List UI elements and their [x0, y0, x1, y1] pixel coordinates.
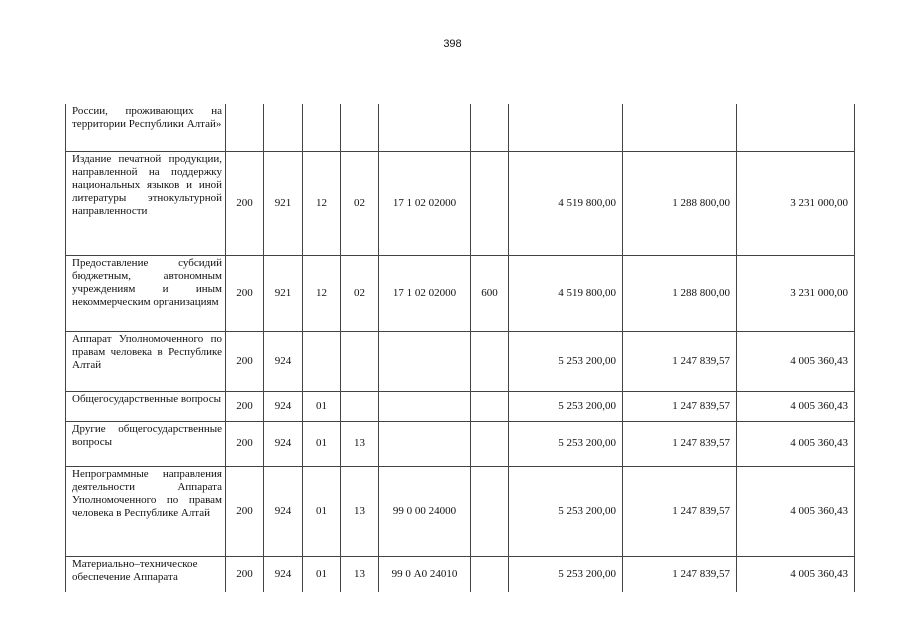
cell-code-5: [379, 331, 471, 391]
cell-amount-2: 1 247 839,57: [623, 466, 737, 556]
table-row: [66, 466, 855, 556]
cell-code-2: 924: [264, 391, 303, 421]
cell-code-6: 600: [471, 255, 509, 331]
cell-code-6: [471, 104, 509, 151]
cell-code-4: 13: [341, 421, 379, 466]
cell-code-6: [471, 391, 509, 421]
cell-code-3: 12: [303, 255, 341, 331]
cell-code-3: 01: [303, 421, 341, 466]
page-number: 398: [443, 38, 462, 50]
cell-code-1: 200: [226, 331, 264, 391]
cell-amount-1: 4 519 800,00: [509, 255, 623, 331]
cell-code-1: 200: [226, 151, 264, 255]
cell-code-1: 200: [226, 556, 264, 592]
row-description: Аппарат Уполномоченного по правам человека в Республике Алтай: [66, 331, 226, 391]
cell-amount-2: 1 247 839,57: [623, 391, 737, 421]
cell-code-5: [379, 104, 471, 151]
cell-amount-3: [737, 104, 855, 151]
cell-code-2: 921: [264, 151, 303, 255]
row-description: Предоставление субсидий бюджетным, автономным учреждениям и иным некоммерческим организациям: [66, 255, 226, 331]
cell-code-4: [341, 104, 379, 151]
cell-amount-1: 5 253 200,00: [509, 466, 623, 556]
cell-amount-3: 3 231 000,00: [737, 255, 855, 331]
cell-amount-3: 4 005 360,43: [737, 421, 855, 466]
table-row: [66, 391, 855, 421]
cell-amount-1: 5 253 200,00: [509, 391, 623, 421]
cell-amount-3: 4 005 360,43: [737, 466, 855, 556]
row-description: Общегосударственные вопросы: [66, 391, 226, 421]
cell-code-4: [341, 391, 379, 421]
cell-amount-1: 5 253 200,00: [509, 421, 623, 466]
cell-code-5: [379, 391, 471, 421]
table-row: [66, 556, 855, 592]
table-row: [66, 255, 855, 331]
cell-amount-3: 4 005 360,43: [737, 331, 855, 391]
cell-code-2: 921: [264, 255, 303, 331]
cell-code-3: 01: [303, 391, 341, 421]
cell-amount-2: 1 247 839,57: [623, 421, 737, 466]
cell-code-5: 99 0 00 24000: [379, 466, 471, 556]
cell-code-6: [471, 556, 509, 592]
cell-code-6: [471, 466, 509, 556]
cell-code-1: [226, 104, 264, 151]
cell-code-2: 924: [264, 466, 303, 556]
cell-amount-2: 1 247 839,57: [623, 331, 737, 391]
cell-amount-2: 1 288 800,00: [623, 255, 737, 331]
cell-amount-3: 4 005 360,43: [737, 391, 855, 421]
cell-code-1: 200: [226, 391, 264, 421]
cell-code-6: [471, 421, 509, 466]
row-description: России, проживающих на территории Республики Алтай»: [66, 104, 226, 151]
cell-code-6: [471, 151, 509, 255]
cell-amount-1: 5 253 200,00: [509, 556, 623, 592]
budget-table: [65, 104, 855, 592]
cell-amount-3: 4 005 360,43: [737, 556, 855, 592]
row-description: Издание печатной продукции, направленной на поддержку национальных языков и иной литературы этнокультурной направленности: [66, 151, 226, 255]
cell-amount-1: 5 253 200,00: [509, 331, 623, 391]
cell-amount-2: 1 247 839,57: [623, 556, 737, 592]
cell-amount-1: [509, 104, 623, 151]
cell-code-2: 924: [264, 331, 303, 391]
cell-amount-3: 3 231 000,00: [737, 151, 855, 255]
row-description: Другие общегосударственные вопросы: [66, 421, 226, 466]
cell-code-5: 17 1 02 02000: [379, 151, 471, 255]
cell-code-3: 12: [303, 151, 341, 255]
cell-code-3: [303, 331, 341, 391]
cell-code-3: 01: [303, 466, 341, 556]
cell-code-6: [471, 331, 509, 391]
cell-code-1: 200: [226, 421, 264, 466]
table-row: [66, 104, 855, 151]
cell-code-5: 17 1 02 02000: [379, 255, 471, 331]
row-description: Непрограммные направления деятельности Аппарата Уполномоченного по правам человека в Республике Алтай: [66, 466, 226, 556]
cell-code-1: 200: [226, 466, 264, 556]
cell-amount-2: [623, 104, 737, 151]
row-description: Материально–техническое обеспечение Аппарата: [66, 556, 226, 592]
cell-code-4: 13: [341, 556, 379, 592]
cell-code-3: 01: [303, 556, 341, 592]
cell-amount-2: 1 288 800,00: [623, 151, 737, 255]
cell-code-2: 924: [264, 556, 303, 592]
cell-code-4: 02: [341, 255, 379, 331]
cell-code-2: [264, 104, 303, 151]
cell-code-4: [341, 331, 379, 391]
cell-code-2: 924: [264, 421, 303, 466]
cell-code-1: 200: [226, 255, 264, 331]
cell-amount-1: 4 519 800,00: [509, 151, 623, 255]
table-row: [66, 331, 855, 391]
cell-code-4: 02: [341, 151, 379, 255]
table-row: [66, 151, 855, 255]
cell-code-5: 99 0 А0 24010: [379, 556, 471, 592]
table-row: [66, 421, 855, 466]
cell-code-3: [303, 104, 341, 151]
table-body: [66, 104, 855, 592]
cell-code-4: 13: [341, 466, 379, 556]
cell-code-5: [379, 421, 471, 466]
